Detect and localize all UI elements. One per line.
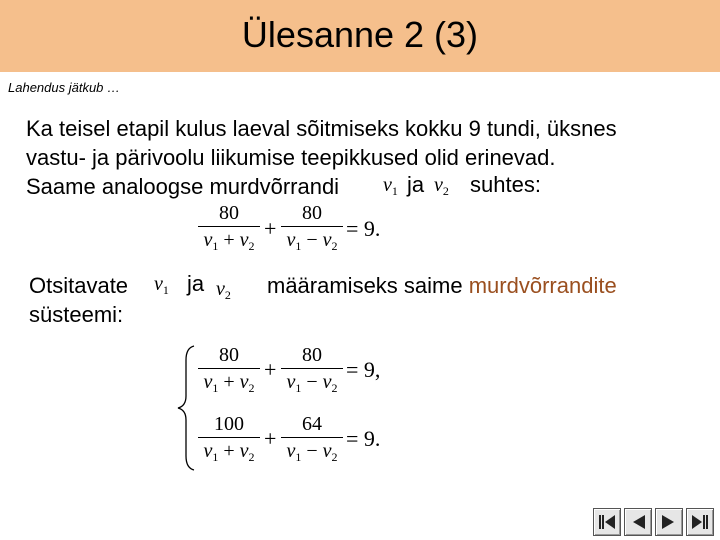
- sys1-plus: +: [264, 357, 277, 382]
- sys2-fraction-2: 64 $v_1 - v_2$: [281, 412, 343, 469]
- sys2-plus: +: [264, 426, 277, 451]
- paragraph-1-line-3-start: Saame analoogse murdvõrrandi: [26, 174, 340, 199]
- sys2-fraction-1: 100 $v_1 + v_2$: [198, 412, 260, 469]
- inline-v2: $v_2$: [434, 174, 449, 198]
- eq1-plus: +: [264, 216, 277, 241]
- paragraph-1: [26, 114, 706, 201]
- sys2-rhs: = 9.: [346, 426, 381, 451]
- first-slide-button[interactable]: [593, 508, 621, 536]
- slide-title: Ülesanne 2 (3): [241, 14, 479, 55]
- eq1-fraction-2: 80 $v_1 - v_2$: [281, 201, 343, 258]
- previous-slide-button[interactable]: [624, 508, 652, 536]
- previous-slide-icon: [625, 509, 651, 535]
- paragraph-2-end: süsteemi:: [29, 302, 124, 327]
- paragraph-1-ja: ja: [407, 172, 425, 197]
- first-slide-icon: [594, 509, 620, 535]
- sys1-fraction-1: 80 $v_1 + v_2$: [198, 343, 260, 400]
- sys1-rhs: = 9,: [346, 357, 381, 382]
- sys1-fraction-2: 80 $v_1 - v_2$: [281, 343, 343, 400]
- paragraph-2-ja: ja: [187, 271, 205, 296]
- paragraph-1-end: suhtes:: [470, 172, 541, 197]
- inline-v2-2: $v_2$: [216, 278, 231, 302]
- eq1-rhs: = 9.: [346, 216, 381, 241]
- highlight-term: murdvõrrandite: [468, 273, 617, 298]
- last-slide-button[interactable]: [686, 508, 714, 536]
- paragraph-2-start: Otsitavate: [29, 273, 129, 298]
- inline-v1: $v_1$: [383, 174, 398, 198]
- last-slide-icon: [687, 509, 713, 535]
- paragraph-2-middle: määramiseks saime murdvõrrandite: [267, 273, 617, 298]
- paragraph-1-line-2: vastu- ja pärivoolu liikumise teepikkused olid erinevad.: [26, 145, 556, 170]
- eq1-fraction-1: 80 $v_1 + v_2$: [198, 201, 260, 258]
- next-slide-icon: [656, 509, 682, 535]
- slide-subtitle: Lahendus jätkub …: [8, 80, 121, 95]
- system-brace: [174, 344, 196, 472]
- paragraph-1-line-3: [26, 172, 706, 201]
- paragraph-1-line-1: Ka teisel etapil kulus laeval sõitmiseks kokku 9 tundi, üksnes: [26, 116, 617, 141]
- next-slide-button[interactable]: [655, 508, 683, 536]
- inline-v1-2: $v_1$: [154, 273, 169, 297]
